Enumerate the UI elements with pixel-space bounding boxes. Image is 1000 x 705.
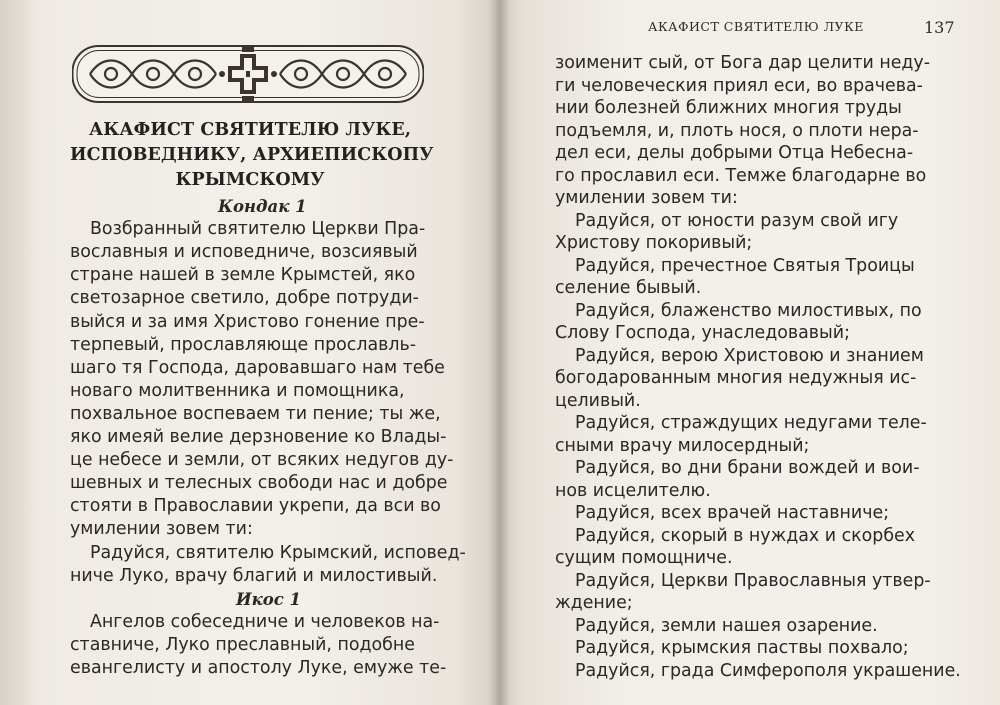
text-line: похвальное воспеваем ти пение; ты же, bbox=[70, 403, 441, 424]
text-line: Слову Господа, унаследовавый; bbox=[555, 323, 850, 343]
left-text-column bbox=[70, 195, 466, 678]
text-line: целивый. bbox=[555, 390, 641, 411]
text-line: сущим помощниче. bbox=[555, 548, 733, 568]
page-number: 137 bbox=[924, 18, 955, 37]
show-through bbox=[0, 0, 40, 705]
text-line: вославныя и исповедниче, возсиявый bbox=[70, 242, 418, 263]
text-line: ги человеческия приял еси, во врачева- bbox=[555, 75, 923, 96]
title-line: ИСПОВЕДНИКУ, АРХИЕПИСКОПУ bbox=[70, 145, 434, 165]
text-line: стояти в Православии укрепи, да вси во bbox=[70, 496, 441, 517]
refrain-line: ниче Луко, врачу благий и милостивый. bbox=[70, 565, 438, 586]
refrain-line: Радуйся, всех врачей наставниче; bbox=[575, 503, 890, 523]
refrain-line: Радуйся, от юности разум свой игу bbox=[575, 210, 899, 231]
title-line: КРЫМСКОМУ bbox=[175, 170, 325, 190]
text-line: це небесе и земли, от всяких недугов ду- bbox=[70, 450, 454, 471]
text-line: го прославил еси. Темже благодарне во bbox=[555, 165, 927, 186]
running-head: АКАФИСТ СВЯТИТЕЛЮ ЛУКЕ bbox=[648, 19, 864, 34]
kondak-heading: Кондак 1 bbox=[218, 197, 307, 216]
text-line: ждение; bbox=[555, 593, 633, 613]
text-line: Возбранный святителю Церкви Пра- bbox=[90, 219, 426, 240]
akathist-title bbox=[70, 118, 434, 193]
text-line: селение бывый. bbox=[555, 278, 702, 298]
ikos-heading: Икос 1 bbox=[236, 589, 302, 609]
text-line: новаго молитвенника и помощника, bbox=[70, 380, 405, 401]
refrain-line: Радуйся, верою Христовою и знанием bbox=[575, 345, 924, 366]
decorative-ornament-band bbox=[72, 42, 424, 106]
text-line: умилении зовем ти: bbox=[70, 519, 253, 540]
text-line: Ангелов собеседниче и человеков на- bbox=[90, 611, 440, 632]
text-line: шевных и телесных свободи нас и добре bbox=[70, 473, 448, 494]
text-line: стране нашей в земле Крымстей, яко bbox=[70, 265, 416, 286]
text-line: шаго тя Господа, даровавшаго нам тебе bbox=[70, 357, 445, 378]
refrain-line: Радуйся, скорый в нуждах и скорбех bbox=[575, 525, 916, 546]
refrain-line: Радуйся, крымския паствы похвало; bbox=[575, 638, 909, 658]
refrain-line: Радуйся, пречестное Святыя Троицы bbox=[575, 255, 915, 276]
text-line: светозарное светило, добре потруди- bbox=[70, 288, 419, 309]
text-line: ставниче, Луко преславный, подобне bbox=[70, 634, 415, 655]
text-line: дел еси, делы добрыми Отца Небесна- bbox=[555, 143, 914, 163]
text-line: умилении зовем ти: bbox=[555, 188, 738, 208]
refrain-line: Радуйся, блаженство милостивых, по bbox=[575, 300, 922, 321]
text-line: выйся и за имя Христово гонение пре- bbox=[70, 311, 425, 332]
right-text-column bbox=[555, 52, 961, 692]
refrain-line: Радуйся, святителю Крымский, исповед- bbox=[90, 542, 466, 563]
text-line: Христову покоривый; bbox=[555, 233, 753, 253]
book-gutter bbox=[488, 0, 510, 705]
text-line: сными врачу милосердный; bbox=[555, 435, 810, 456]
text-line: нов исцелителю. bbox=[555, 480, 711, 501]
refrain-line: Радуйся, града Симферополя украшение. bbox=[575, 660, 961, 681]
text-line: яко имеяй велие дерзновение ко Влады- bbox=[70, 427, 447, 447]
text-line: богодарованным многия недужныя ис- bbox=[555, 368, 917, 388]
refrain-line: Радуйся, земли нашея озарение. bbox=[575, 615, 878, 636]
text-line: терпевый, прославляюще прославль- bbox=[70, 334, 417, 355]
refrain-line: Радуйся, страждущих недугами теле- bbox=[575, 413, 927, 433]
title-line: АКАФИСТ СВЯТИТЕЛЮ ЛУКЕ, bbox=[88, 120, 412, 140]
text-line: нии болезней ближних многия труды bbox=[555, 98, 902, 118]
left-page bbox=[0, 0, 497, 705]
text-line: подъемля, и, плоть нося, о плоти нера- bbox=[555, 120, 919, 141]
refrain-line: Радуйся, во дни брани вождей и вои- bbox=[575, 458, 920, 478]
refrain-line: Радуйся, Церкви Православныя утвер- bbox=[575, 570, 931, 591]
text-line: зоименит сый, от Бога дар целити неду- bbox=[555, 53, 931, 73]
text-line: евангелисту и апостолу Луке, емуже те- bbox=[70, 658, 447, 678]
